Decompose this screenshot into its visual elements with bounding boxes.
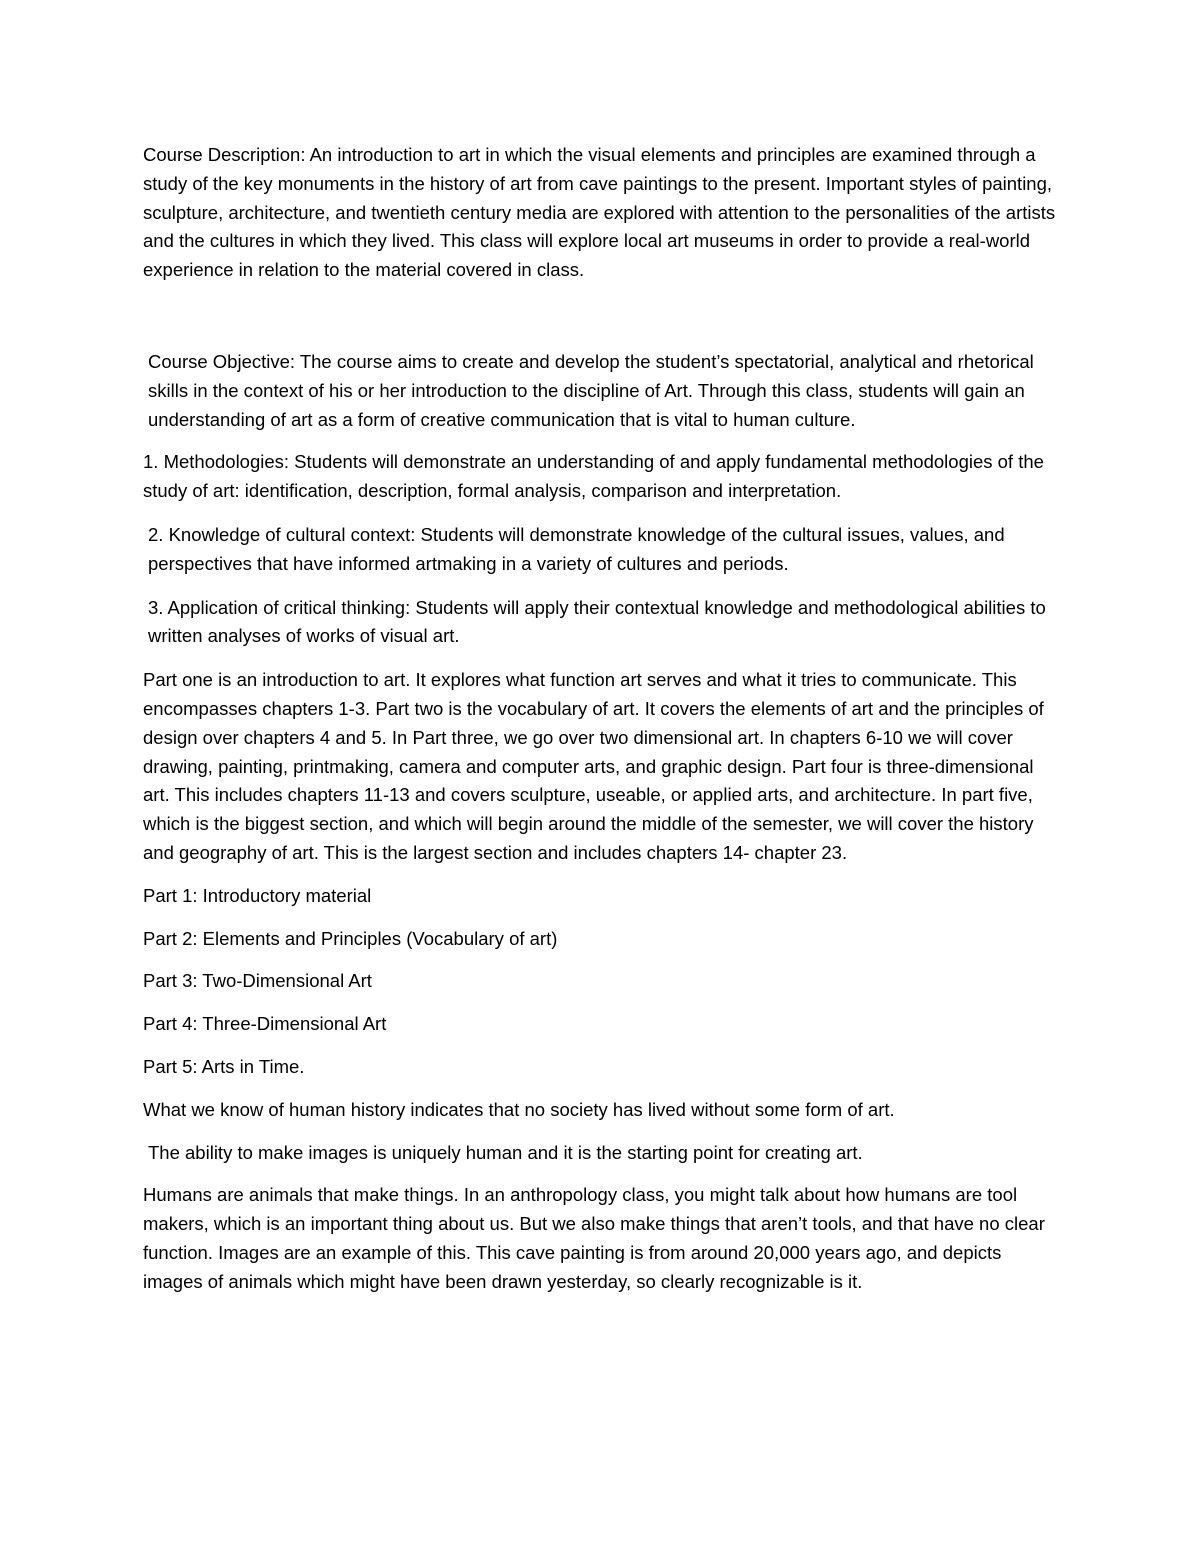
course-objective: Course Objective: The course aims to create and develop the student’s spectatorial, analytical and rhetorical skills in the context of his or her introduction to the discipline of Art. Through this class, students will gain an understanding of art as a form of creative communication that is vital to human culture. [148, 350, 1034, 430]
objective-item: 2. Knowledge of cultural context: Students will demonstrate knowledge of the cultural issues, values, and perspectives that have informed artmaking in a variety of cultures and periods. [148, 523, 1005, 574]
document-body [143, 141, 1063, 1311]
part-item: Part 1: Introductory material [143, 884, 372, 906]
parts-list [143, 882, 1063, 1082]
part-item: Part 3: Two-Dimensional Art [143, 970, 372, 992]
humans-paragraph: Humans are animals that make things. In an anthropology class, you might talk about how humans are tool makers, which is an important thing about us. But we also make things that aren’t tools, and that have no clear function. Images are an example of this. This cave painting is from around 20,000 years ago, and depicts images of animals which might have been drawn yesterday, so clearly recognizable is it. [143, 1184, 1045, 1292]
part-item: Part 2: Elements and Principles (Vocabulary of art) [143, 927, 558, 949]
objective-item: 3. Application of critical thinking: Students will apply their contextual knowledge and methodological abilities to written analyses of works of visual art. [148, 596, 1046, 647]
objectives-list [143, 448, 1063, 651]
spacer [143, 299, 1063, 348]
course-description: Course Description: An introduction to art in which the visual elements and principles are examined through a study of the key monuments in the history of art from cave paintings to the present. Important styles of painting, sculpture, architecture, and twentieth century media are explored with attention to the personalities of the artists and the cultures in which they lived. This class will explore local art museums in order to provide a real-world experience in relation to the material covered in class. [143, 144, 1056, 281]
part-item: Part 5: Arts in Time. [143, 1055, 305, 1077]
part-item: Part 4: Three-Dimensional Art [143, 1013, 387, 1035]
images-statement: The ability to make images is uniquely human and it is the starting point for creating art. [148, 1141, 863, 1163]
objective-item: 1. Methodologies: Students will demonstrate an understanding of and apply fundamental methodologies of the study of art: identification, description, formal analysis, comparison and interpretation. [143, 451, 1044, 502]
history-statement: What we know of human history indicates that no society has lived without some form of art. [143, 1098, 895, 1120]
parts-overview: Part one is an introduction to art. It explores what function art serves and what it tries to communicate. This encompasses chapters 1-3. Part two is the vocabulary of art. It covers the elements of art and the principles of design over chapters 4 and 5. In Part three, we go over two dimensional art. In chapters 6-10 we will cover drawing, painting, printmaking, camera and computer arts, and graphic design. Part four is three-dimensional art. This includes chapters 11-13 and covers sculpture, useable, or applied arts, and architecture. In part five, which is the biggest section, and which will begin around the middle of the semester, we will cover the history and geography of art. This is the largest section and includes chapters 14- chapter 23. [143, 669, 1044, 863]
